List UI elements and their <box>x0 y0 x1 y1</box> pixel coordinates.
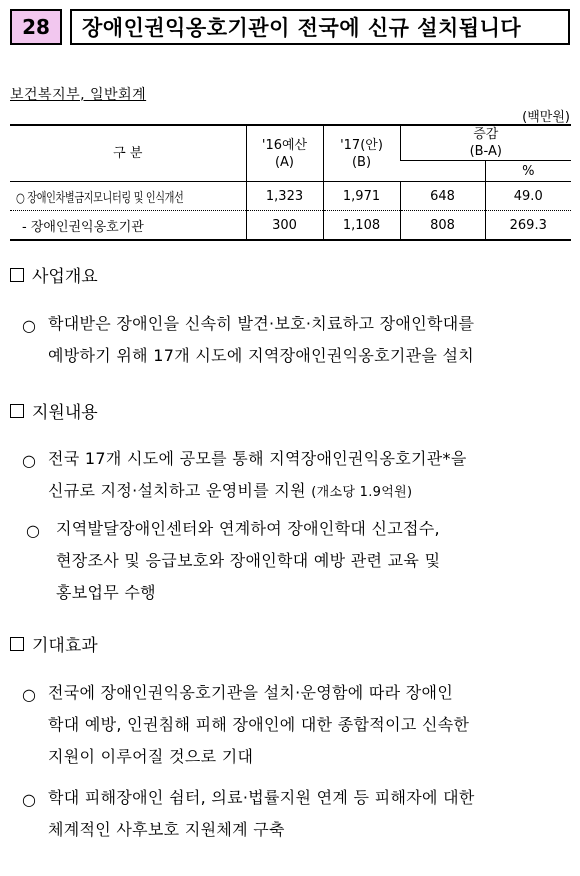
header-2016-budget <box>246 125 323 182</box>
paragraph-line: 전국 17개 시도에 공모를 통해 지역장애인권익옹호기관*을 <box>48 449 467 468</box>
section-number-badge <box>10 9 62 45</box>
support-paragraph-1 <box>48 443 467 509</box>
paragraph-line: 신규로 지정·설치하고 운영비를 지원 (개소당 1.9억원) <box>48 481 413 500</box>
paragraph-line: 학대 피해장애인 쉼터, 의료·법률지원 연계 등 피해자에 대한 <box>48 788 475 807</box>
ministry-account-label: 보건복지부, 일반회계 <box>10 87 147 103</box>
header-change-sub: (B-A) <box>469 144 502 159</box>
header-change <box>400 125 571 161</box>
row-label: ○ 장애인차별금지모니터링 및 인식개선 <box>16 190 184 206</box>
per-site-note: (개소당 1.9억원) <box>311 485 413 500</box>
row-2016-value: 300 <box>246 211 323 241</box>
row-label: - 장애인권익옹호기관 <box>10 211 246 241</box>
overview-paragraph <box>48 308 474 372</box>
paragraph-line: 현장조사 및 응급보호와 장애인학대 예방 관련 교육 및 <box>56 551 441 570</box>
effects-paragraph-2 <box>48 782 475 846</box>
paragraph-line: 체계적인 사후보호 지원체계 구축 <box>48 820 285 839</box>
header-percent: % <box>485 161 571 182</box>
row-diff-value: 808 <box>400 211 485 241</box>
circle-bullet-icon: ○ <box>22 316 36 335</box>
circle-bullet-icon: ○ <box>22 790 36 809</box>
header-2017-proposal <box>323 125 400 182</box>
page-title: 장애인권익옹호기관이 전국에 신규 설치됩니다 <box>82 16 522 40</box>
section-heading-support: 지원내용 <box>10 398 98 423</box>
support-paragraph-2 <box>56 513 440 609</box>
row-2016-value: 1,323 <box>246 182 323 211</box>
header-2016-sub: (A) <box>274 154 295 170</box>
header-category: 구 분 <box>10 125 246 182</box>
row-2017-value: 1,971 <box>323 182 400 211</box>
row-pct-value: 49.0 <box>485 182 571 211</box>
header-2016-label: '16예산 <box>261 137 308 153</box>
paragraph-line: 학대받은 장애인을 신속히 발견·보호·치료하고 장애인학대를 <box>48 314 475 333</box>
table-row <box>10 211 571 241</box>
paragraph-line: 지역발달장애인센터와 연계하여 장애인학대 신고접수, <box>56 519 440 538</box>
paragraph-line: 예방하기 위해 17개 시도에 지역장애인권익옹호기관을 설치 <box>48 346 475 365</box>
table-row <box>10 182 571 211</box>
unit-label: (백만원) <box>522 110 570 125</box>
section-number: 28 <box>22 15 50 39</box>
header-change-label: 증감 <box>473 127 499 142</box>
square-bullet-icon <box>10 404 24 418</box>
row-2017-value: 1,108 <box>323 211 400 241</box>
paragraph-line: 전국에 장애인권익옹호기관을 설치·운영함에 따라 장애인 <box>48 683 454 702</box>
budget-table <box>10 124 571 241</box>
paragraph-line: 홍보업무 수행 <box>56 583 156 602</box>
effects-paragraph-1 <box>48 677 469 773</box>
header-2017-sub: (B) <box>351 154 372 170</box>
header-2017-label: '17(안) <box>340 137 383 153</box>
section-heading-overview: 사업개요 <box>10 262 98 287</box>
paragraph-line: 학대 예방, 인권침해 피해 장애인에 대한 종합적이고 신속한 <box>48 715 470 734</box>
circle-bullet-icon: ○ <box>22 685 36 704</box>
row-diff-value: 648 <box>400 182 485 211</box>
page-title-box <box>70 9 570 45</box>
paragraph-line: 지원이 이루어질 것으로 기대 <box>48 747 254 766</box>
square-bullet-icon <box>10 637 24 651</box>
section-heading-effects: 기대효과 <box>10 631 98 656</box>
row-pct-value: 269.3 <box>485 211 571 241</box>
square-bullet-icon <box>10 268 24 282</box>
circle-bullet-icon: ○ <box>26 521 40 540</box>
circle-bullet-icon: ○ <box>22 451 36 470</box>
